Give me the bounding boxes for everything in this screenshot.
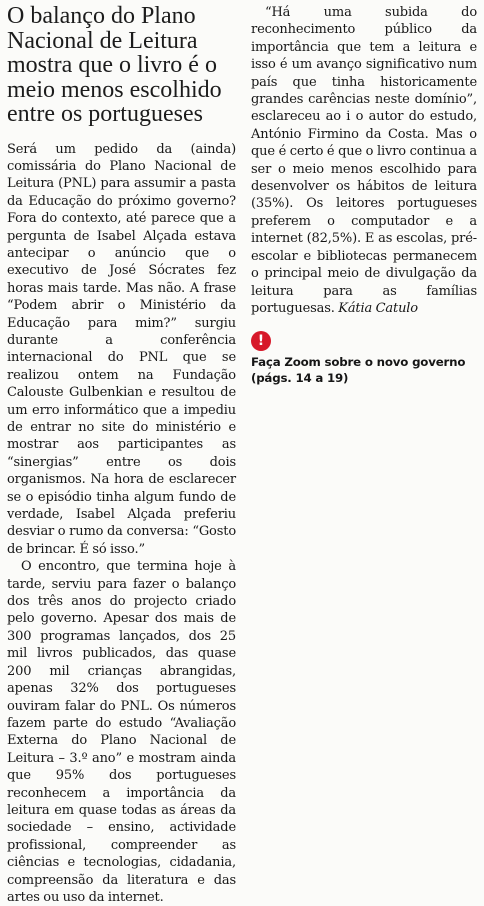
paragraph-3-text: “Há uma subida do reconhecimento público da importância que tem a leitura e isso é um avanço significativo num país que tinha historicamente grandes carências neste domínio”, esclareceu ao i o autor do estudo, António Firmino da Costa. Mas o que é certo é que o livro continua a ser o meio menos escolhido para desenvolver os hábitos de leitura (35%). Os leitores portugueses preferem o computador e a internet (82,5%). E as escolas, pré-escolar e bibliotecas permanecem o principal meio de divulgação da leitura para as famílias portuguesas.	[251, 5, 477, 316]
zoom-callout-text: Faça Zoom sobre o novo governo (págs. 14 a 19)	[251, 355, 466, 385]
paragraph-3	[251, 4, 477, 317]
right-column	[251, 4, 477, 386]
paragraph-2: O encontro, que termina hoje à tarde, serviu para fazer o balanço dos três anos do projecto criado pelo governo. Apesar dos mais de 300 programas lançados, dos 25 mil livros publicados, das quase 200 mil crianças abrangidas, apenas 32% dos portugueses ouviram falar do PNL. Os números fazem parte do estudo “Avaliação Externa do Plano Nacional de Leitura – 3.º ano” e mostram ainda que 95% dos portugueses reconhecem a importância da leitura em quase todas as áreas da sociedade – ensino, actividade profissional, compreender as ciências e tecnologias, cidadania, compreensão da literatura e das artes ou uso da internet.	[7, 559, 236, 905]
zoom-callout	[251, 331, 477, 386]
headline: O balanço do Plano Nacional de Leitura mostra que o livro é o meio menos escolhido entre os portugueses	[7, 3, 222, 127]
left-column	[7, 4, 236, 906]
byline: Kátia Catulo	[338, 300, 418, 316]
exclamation-circle-icon: !	[251, 331, 271, 351]
paragraph-1: Será um pedido da (ainda) comissária do Plano Nacional de Leitura (PNL) para assumir a pasta da Educação do próximo governo? Fora do contexto, até parece que a pergunta de Isabel Alçada estava antecipar o anúncio que o executivo de José Sócrates fez horas mais tarde. Mas não. A frase “Podem abrir o Ministério da Educação para mim?” surgiu durante a conferência internacional do PNL que se realizou ontem na Fundação Calouste Gulbenkian e resultou de um erro informático que a impediu de entrar no site do ministério e mostrar aos participantes as “sinergias” entre os dois organismos. Na hora de esclarecer se o episódio tinha algum fundo de verdade, Isabel Alçada preferiu desviar o rumo da conversa: “Gosto de brincar. É só isso.”	[7, 141, 236, 557]
